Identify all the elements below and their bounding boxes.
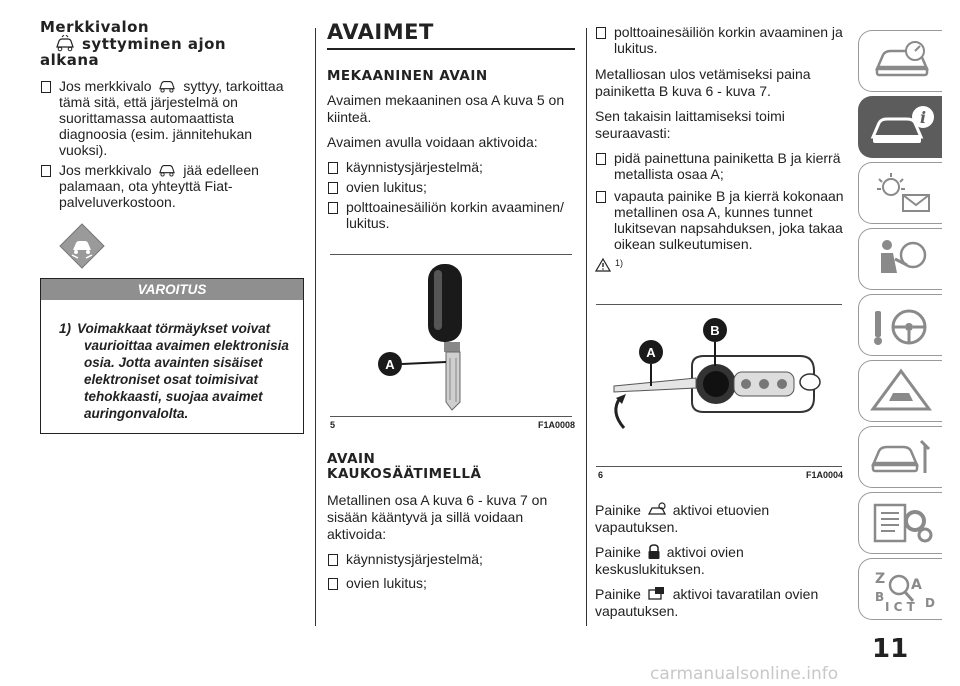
checkbox-bullet — [596, 153, 606, 165]
column-3 — [595, 24, 845, 272]
checkbox-bullet — [41, 165, 51, 177]
paragraph — [595, 586, 845, 620]
mechanical-key-figure — [370, 262, 500, 412]
figure-border — [596, 466, 842, 467]
list-item — [327, 551, 575, 567]
text-pre: Painike — [595, 502, 641, 518]
text-pre: Jos merkkivalo — [59, 162, 152, 178]
list-item-text — [59, 78, 304, 158]
unlock-doors-icon — [647, 502, 667, 518]
column-divider — [315, 28, 316, 626]
list-item — [327, 179, 575, 195]
checkbox-bullet — [596, 191, 606, 203]
figure-border — [596, 304, 842, 305]
tab-index[interactable] — [858, 558, 942, 620]
list-item — [327, 199, 575, 231]
checkbox-bullet — [41, 81, 51, 93]
paragraph: Avaimen avulla voidaan aktivoida: — [327, 134, 538, 150]
svg-text:I C T: I C T — [885, 600, 915, 613]
checkbox-bullet — [328, 202, 338, 214]
column-1 — [40, 20, 304, 210]
svg-text:B: B — [875, 590, 885, 604]
warning-light-icon — [157, 78, 177, 94]
figure-label-b: B — [710, 323, 720, 338]
text-post: syttyy, tarkoittaa tämä sitä, että järjestelmä on suorittamassa automaattista diagnoosia (esim. jännitehukan vuoksi). — [59, 78, 284, 158]
warning-box — [40, 278, 304, 434]
heading-line: alkana — [40, 51, 100, 69]
tab-maintenance[interactable] — [858, 426, 942, 488]
list-item — [327, 159, 575, 175]
text-pre: Painike — [595, 586, 641, 602]
checkbox-bullet — [328, 554, 338, 566]
page-number: 11 — [872, 634, 909, 664]
warning-light-icon — [157, 162, 177, 178]
checkbox-bullet — [328, 578, 338, 590]
list-item-text: pidä painettuna painiketta B ja kierrä metallista osaa A; — [614, 150, 841, 182]
list-item-text: ovien lukitus; — [346, 179, 427, 195]
svg-text:A: A — [911, 577, 922, 593]
tab-dashboard[interactable] — [858, 30, 942, 92]
list-item — [40, 162, 304, 210]
list-item — [595, 150, 845, 182]
steering-wheel-icon — [867, 301, 937, 349]
figure-label-a: A — [385, 357, 395, 372]
figure-number: 6 — [598, 470, 604, 480]
text-post: aktivoi tavaratilan ovien vapautuksen. — [595, 586, 819, 619]
warning-rest: vaurioittaa avaimen elektronisia osia. Jotta avainten sisäiset elektroniset osat toimisivat tehokkaasti, suojaa avaimet auringonvalolta. — [84, 338, 289, 421]
text-post: aktivoi etuovien vapautuksen. — [595, 502, 770, 535]
warning-symbol-icon — [58, 222, 106, 270]
watermark: carmanualsonline.info — [650, 664, 839, 684]
tab-emergency[interactable] — [858, 360, 942, 422]
tab-info[interactable] — [858, 96, 942, 158]
column-divider — [586, 28, 587, 626]
warning-line1: Voimakkaat törmäykset voivat — [77, 321, 271, 336]
checkbox-bullet — [328, 162, 338, 174]
list-item — [40, 78, 304, 158]
list-item-text: käynnistysjärjestelmä; — [346, 551, 483, 567]
figure-code: F1A0008 — [538, 420, 576, 430]
warning-triangle-icon — [595, 258, 611, 272]
list-item-text: ovien lukitus; — [346, 575, 427, 591]
figure-border — [330, 416, 572, 417]
warning-lights-icon — [867, 169, 937, 217]
subheading: MEKAANINEN AVAIN — [327, 68, 488, 84]
section-heading — [40, 20, 304, 68]
column-2 — [327, 20, 575, 231]
paragraph: Avaimen mekaaninen osa A kuva 5 on kiinteä. — [327, 92, 565, 125]
lock-icon — [647, 544, 661, 560]
text-pre: Jos merkkivalo — [59, 78, 152, 94]
list-item — [595, 24, 845, 56]
figure-code: F1A0004 — [806, 470, 844, 480]
page-title: AVAIMET — [327, 20, 575, 50]
text-post: jää edelleen palamaan, ota yhteyttä Fiat-palveluverkostoon. — [59, 162, 259, 210]
warning-first-line — [59, 320, 293, 337]
subheading-line: AVAIN — [327, 451, 376, 467]
car-dashboard-icon — [867, 37, 937, 85]
specs-gear-icon — [867, 499, 937, 547]
checkbox-bullet — [596, 27, 606, 39]
list-item-text: polttoainesäiliön korkin avaaminen/ lukitus. — [346, 199, 564, 231]
warning-number: 1) — [59, 321, 72, 336]
trunk-release-icon — [647, 586, 667, 602]
tab-warning-lights[interactable] — [858, 162, 942, 224]
checkbox-bullet — [328, 182, 338, 194]
paragraph — [595, 544, 845, 578]
list-item-text: käynnistysjärjestelmä; — [346, 159, 483, 175]
alphabet-index-icon — [867, 565, 937, 613]
tab-technical-data[interactable] — [858, 492, 942, 554]
subheading-line: KAUKOSÄÄTIMELLÄ — [327, 466, 482, 482]
paragraph: Sen takaisin laittamiseksi toimi seuraavasti: — [595, 108, 785, 141]
text-pre: Painike — [595, 544, 641, 560]
heading-line: syttyminen ajon — [82, 34, 227, 53]
tab-safety[interactable] — [858, 228, 942, 290]
car-info-icon — [867, 103, 937, 151]
svg-text:Z: Z — [875, 571, 886, 587]
figure-number: 5 — [330, 420, 336, 430]
column-2-lower — [327, 452, 575, 591]
list-item-text — [59, 162, 304, 210]
list-item-text: polttoainesäiliön korkin avaaminen ja lukitus. — [614, 24, 843, 56]
list-item — [595, 188, 845, 252]
svg-text:i: i — [919, 108, 927, 127]
paragraph: Metallinen osa A kuva 6 - kuva 7 on sisään kääntyvä ja sillä voidaan aktivoida: — [327, 492, 548, 542]
list-item — [327, 575, 575, 591]
column-3-lower — [595, 502, 845, 628]
car-service-icon — [867, 433, 937, 481]
triangle-car-icon — [867, 367, 937, 415]
subheading — [327, 452, 575, 482]
warning-text — [41, 300, 303, 422]
airbag-seat-icon — [867, 235, 937, 283]
figure-label-a: A — [646, 345, 656, 360]
svg-text:D: D — [925, 596, 935, 610]
warning-title: VAROITUS — [41, 279, 303, 300]
remote-key-figure — [604, 316, 834, 436]
note-number: 1) — [615, 258, 624, 268]
tab-starting-driving[interactable] — [858, 294, 942, 356]
note-reference — [595, 258, 845, 272]
text-post: aktivoi ovien keskuslukituksen. — [595, 544, 744, 577]
heading-line: Merkkivalon — [40, 18, 150, 36]
paragraph: Metalliosan ulos vetämiseksi paina painiketta B kuva 6 - kuva 7. — [595, 66, 811, 99]
paragraph — [595, 502, 845, 536]
figure-border — [330, 254, 572, 255]
list-item-text: vapauta painike B ja kierrä kokonaan metallinen osa A, kunnes tunnet lukitsevan napsahduksen, joka takaa oikean sulkeutumisen. — [614, 188, 844, 252]
